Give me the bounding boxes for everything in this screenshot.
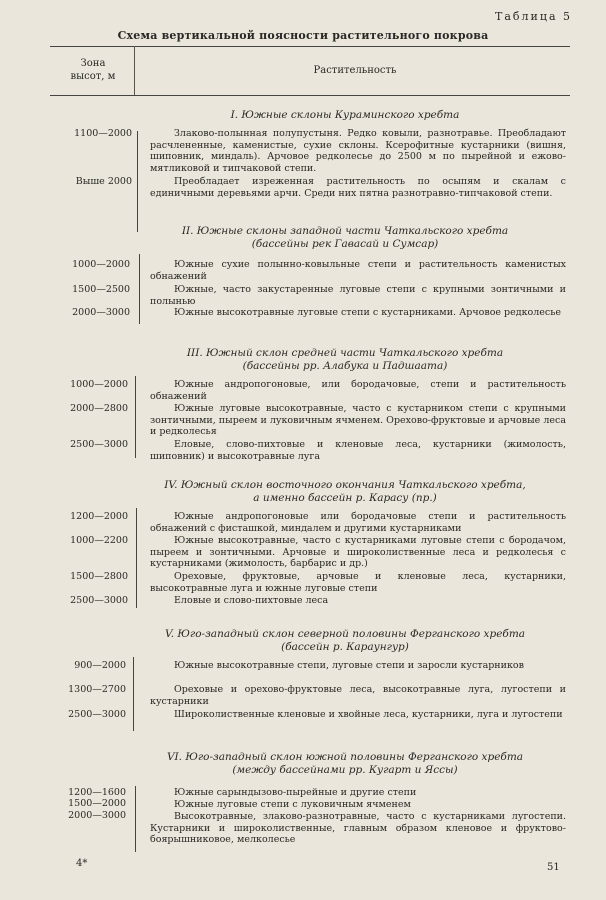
section-2-altitude-3: 2000—3000	[72, 307, 130, 318]
section-3-altitude-3: 2500—3000	[70, 439, 128, 450]
section-6-altitude-3: 2000—3000	[68, 810, 126, 821]
header-top-rule	[50, 46, 570, 47]
section-5-altitude-3: 2500—3000	[68, 709, 126, 720]
section-3-text-2: Южные луговые высокотравные, часто с кустарником степи с крупными зонтичными, пыреем и луковичным ячменем. Орехово-фруктовые и арчовые леса и редколесья	[150, 403, 566, 437]
section-5-title-line1: V. Юго-западный склон северной половины Ферганского хребта	[164, 628, 526, 640]
signature-mark: 4*	[76, 858, 88, 869]
section-5-text-1: Южные высокотравные степи, луговые степи и заросли кустарников	[174, 660, 524, 671]
section-1-text-1: Злаково-полынная полупустыня. Редко ковыли, разнотравье. Преобладают расчлененные, каменистые, сухие склоны. Ксерофитные кустарники (вишня, шиповник, миндаль). Арчовое редколесье до 2500 м по пырейной и ежово-мятликовой и типчаковой степи.	[150, 128, 566, 174]
section-3-altitude-1: 1000—2000	[70, 379, 128, 390]
section-4-altitude-4: 2500—3000	[70, 595, 128, 606]
section-6-text-2: Южные луговые степи с луковичным ячменем	[174, 799, 411, 810]
section-4-title	[130, 479, 560, 505]
section-2-text-1: Южные сухие полынно-ковыльные степи и растительность каменистых обнажений	[150, 259, 566, 282]
section-6-title-line2: (между бассейнами рр. Кугарт и Яссы)	[232, 764, 458, 776]
table-label: Таблица 5	[495, 10, 572, 23]
section-4-text-1: Южные андропогоновые или бородачовые степи и растительность обнажений с фисташкой, миндалем и другими кустарниками	[150, 511, 566, 534]
section-4-text-3: Ореховые, фруктовые, арчовые и кленовые леса, кустарники, высокотравные луга и южные луговые степи	[150, 571, 566, 594]
header-zone-line1: Зона	[80, 58, 106, 69]
section-4-title-line1: IV. Южный склон восточного окончания Чаткальского хребта,	[164, 479, 526, 491]
section-6-altitude-2: 1500—2000	[68, 798, 126, 809]
section-1-altitude-2: Выше 2000	[75, 176, 132, 187]
section-4-title-line2: а именно бассейн р. Карасу (пр.)	[253, 492, 437, 504]
section-2-altitude-1: 1000—2000	[72, 259, 130, 270]
section-6-title-line1: VI. Юго-западный склон южной половины Ферганского хребта	[166, 751, 524, 763]
section-5-title	[130, 628, 560, 654]
section-2-altitude-2: 1500—2500	[72, 284, 130, 295]
section-1-bracket	[137, 131, 138, 232]
section-6-title	[130, 751, 560, 777]
section-4-altitude-2: 1000—2200	[70, 535, 128, 546]
section-2-text-2: Южные, часто закустаренные луговые степи с крупными зонтичными и полынью	[150, 284, 566, 307]
section-5-text-2: Ореховые и орехово-фруктовые леса, высокотравные луга, лугостепи и кустарники	[150, 684, 566, 707]
section-2-bracket	[139, 254, 140, 324]
section-1-altitude-1: 1100—2000	[74, 128, 132, 139]
header-zone-column	[56, 57, 130, 83]
header-vegetation-column: Растительность	[313, 65, 397, 76]
section-2-title	[130, 225, 560, 251]
section-1-text-2: Преобладает изреженная растительность по осыпям и скалам с единичными деревьями арчи. Среди них пятна разнотравно-типчаковой степи.	[150, 176, 566, 199]
header-column-divider	[134, 46, 135, 95]
section-4-text-2: Южные высокотравные, часто с кустарниками луговые степи с бородачом, пыреем и зонтичными. Арчовые и широколиственные леса и редколесья с кустарниками (жимолость, барбарис и др.)	[150, 535, 566, 569]
section-2-text-3: Южные высокотравные луговые степи с кустарниками. Арчовое редколесье	[174, 307, 562, 318]
section-2-title-line1: II. Южные склоны западной части Чаткальского хребта	[181, 225, 509, 237]
table-title: Схема вертикальной поясности растительного покрова	[117, 29, 489, 42]
section-1-title-line1: I. Южные склоны Кураминского хребта	[230, 109, 460, 121]
section-5-altitude-1: 900—2000	[74, 660, 126, 671]
section-3-bracket	[135, 376, 136, 458]
section-3-text-1: Южные андропогоновые, или бородачовые, степи и растительность обнажений	[150, 379, 566, 402]
section-3-title-line2: (бассейны рр. Алабука и Падшаата)	[242, 360, 448, 372]
section-4-altitude-1: 1200—2000	[70, 511, 128, 522]
section-4-text-4: Еловые и слово-пихтовые леса	[174, 595, 329, 606]
section-5-altitude-2: 1300—2700	[68, 684, 126, 695]
section-3-title-line1: III. Южный склон средней части Чаткальского хребта	[186, 347, 504, 359]
section-5-text-3: Широколиственные кленовые и хвойные леса, кустарники, луга и лугостепи	[174, 709, 563, 720]
section-3-text-3: Еловые, слово-пихтовые и кленовые леса, кустарники (жимолость, шиповник) и высокотравные луга	[150, 439, 566, 462]
section-6-text-3: Высокотравные, злаково-разнотравные, часто с кустарниками лугостепи. Кустарники и широколиственные, главным образом кленовое и фруктово-боярышниковое, мелколесье	[150, 811, 566, 845]
section-6-bracket	[135, 786, 136, 852]
section-4-altitude-3: 1500—2800	[70, 571, 128, 582]
section-5-title-line2: (бассейн р. Караунгур)	[281, 641, 409, 653]
section-3-altitude-2: 2000—2800	[70, 403, 128, 414]
page-number: 51	[547, 862, 560, 873]
section-5-bracket	[133, 657, 134, 731]
section-1-title	[130, 109, 560, 122]
section-6-altitude-1: 1200—1600	[68, 787, 126, 798]
section-3-title	[130, 347, 560, 373]
header-bottom-rule	[50, 95, 570, 96]
section-6-text-1: Южные сарындызово-пырейные и другие степи	[174, 787, 417, 798]
header-zone-line2: высот, м	[70, 71, 116, 82]
section-4-bracket	[136, 508, 137, 608]
section-2-title-line2: (бассейны рек Гавасай и Сумсар)	[251, 238, 439, 250]
